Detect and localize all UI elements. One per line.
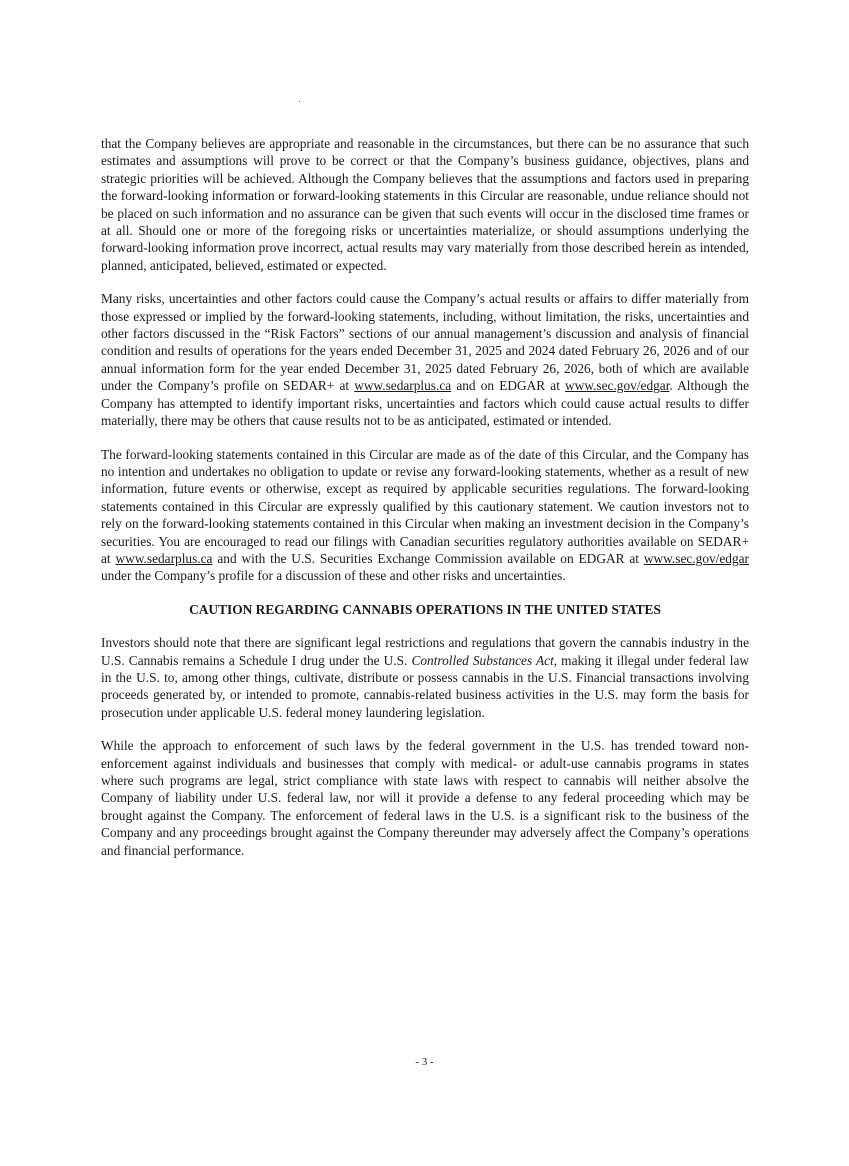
section-heading: CAUTION REGARDING CANNABIS OPERATIONS IN THE UNITED STATES <box>189 601 661 617</box>
page-speck <box>299 101 300 102</box>
sedarplus-link[interactable]: www.sedarplus.ca <box>354 378 452 394</box>
paragraph-legal-restrictions <box>101 634 749 721</box>
paragraph-text: The forward-looking statements contained in this Circular are made as of the date of this Circular, and the Company has no intention and undertakes no obligation to update or revise any forward-looking statements, whether as a result of new information, future events or otherwise, except as required by applicable securities regulations. The forward-looking statements contained in this Circular are expressly qualified by this cautionary statement. We caution investors not to rely on the forward-looking statements contained in this Circular when making an investment decision in the Company’s securities. You are encouraged to read our filings with Canadian securities regulatory authorities available on SEDAR+ at <box>101 446 749 566</box>
document-body <box>101 135 749 875</box>
paragraph-enforcement: While the approach to enforcement of such laws by the federal government in the U.S. has trended toward non-enforcement against individuals and businesses that comply with medical- or adult-use cannabis programs in states where such programs are legal, strict compliance with state laws with respect to cannabis will neither absolve the Company of liability under U.S. federal law, nor will it provide a defense to any federal proceeding which may be brought against the Company. The enforcement of federal laws in the U.S. is a significant risk to the business of the Company and any proceedings brought against the Company thereunder may adversely affect the Company’s operations and financial performance. <box>101 738 749 858</box>
paragraph-assumptions: that the Company believes are appropriate and reasonable in the circumstances, but there can be no assurance that such estimates and assumptions will prove to be correct or that the Company’s business guidance, objectives, plans and strategic priorities will be achieved. Although the Company believes that the assumptions and factors used in preparing the forward-looking information or forward-looking statements in this Circular are reasonable, undue reliance should not be placed on such information and no assurance can be given that such events will occur in the disclosed time frames or at all. Should one or more of the foregoing risks or uncertainties materialize, or should assumptions underlying the forward-looking information prove incorrect, actual results may vary materially from those described herein as intended, planned, anticipated, believed, estimated or expected. <box>101 136 749 273</box>
paragraph-text: under the Company’s profile for a discussion of these and other risks and uncertainties. <box>101 568 566 584</box>
edgar-link[interactable]: www.sec.gov/edgar <box>565 378 670 394</box>
page-number: - 3 - <box>415 1056 434 1068</box>
edgar-link[interactable]: www.sec.gov/edgar <box>643 550 749 566</box>
sedarplus-link[interactable]: www.sedarplus.ca <box>115 550 213 566</box>
act-name: Controlled Substances Act <box>411 652 554 668</box>
paragraph-text: . Although the Company has attempted to identify important risks, uncertainties and factors which could cause actual results to differ materially, there may be others that cause results not to be as anticipated, estimated or intended. <box>101 378 749 429</box>
paragraph-text: , making it illegal under federal law in the U.S. to, among other things, cultivate, distribute or possess cannabis in the U.S. Financial transactions involving proceeds generated by, or intended to promote, cannabis-related business activities in the U.S. may form the basis for prosecution under applicable U.S. federal money laundering legislation. <box>101 652 749 720</box>
paragraph-risk-factors <box>101 290 749 429</box>
paragraph-text: and with the U.S. Securities Exchange Commission available on EDGAR at <box>212 550 644 566</box>
paragraph-text: Investors should note that there are significant legal restrictions and regulations that govern the cannabis industry in the U.S. Cannabis remains a Schedule I drug under the U.S. <box>101 635 749 668</box>
paragraph-forward-looking <box>101 446 749 585</box>
paragraph-text: and on EDGAR at <box>451 378 566 394</box>
paragraph-text: Many risks, uncertainties and other factors could cause the Company’s actual results or affairs to differ materially from those expressed or implied by the forward-looking statements, including, without limitation, the risks, uncertainties and other factors discussed in the “Risk Factors” sections of our annual management’s discussion and analysis of financial condition and results of operations for the years ended December 31, 2025 and 2024 dated February 26, 2026 and of our annual information form for the year ended December 31, 2025 dated February 26, 2026, both of which are available under the Company’s profile on SEDAR+ at <box>101 291 749 394</box>
